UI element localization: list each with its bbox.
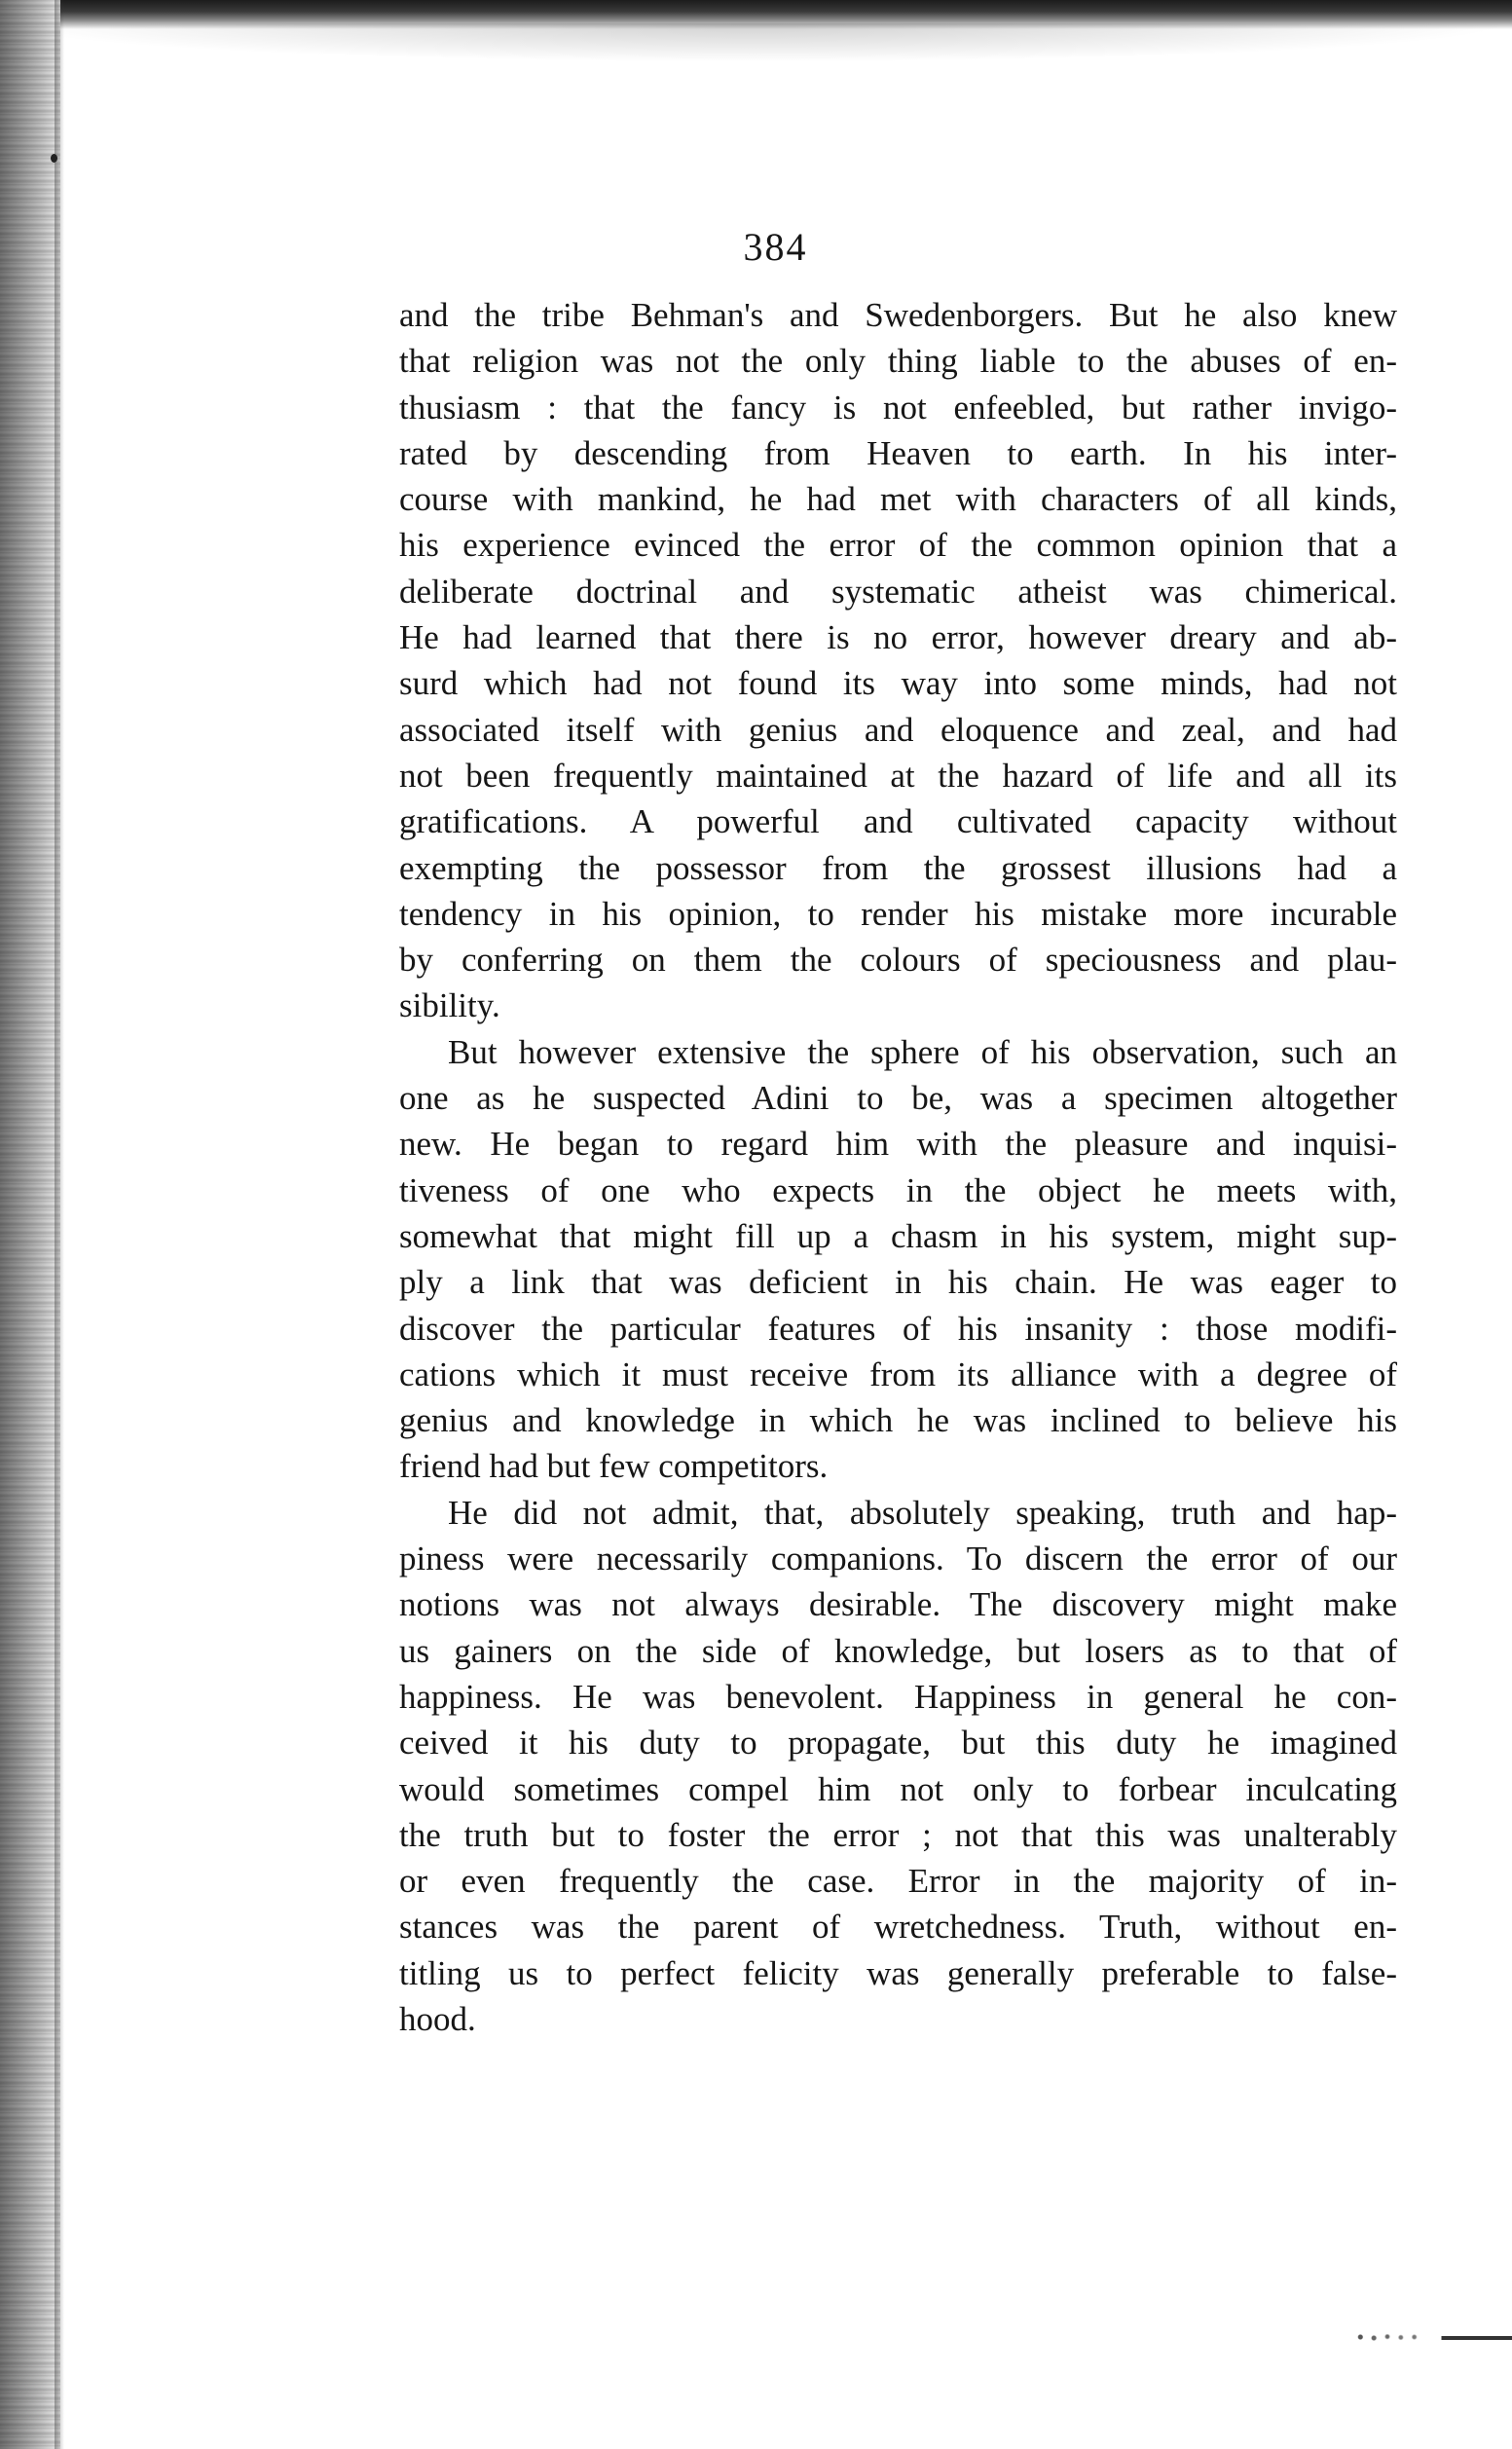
text-line: associated itself with genius and eloquence and zeal, and had	[399, 710, 1397, 749]
margin-ink-dot	[51, 154, 57, 163]
paragraph	[399, 292, 1397, 1029]
text-line: the truth but to foster the error ; not that this was unalterably	[399, 1815, 1397, 1854]
text-line: titling us to perfect felicity was generally preferable to false-	[399, 1953, 1397, 1992]
page-number: 384	[743, 225, 808, 269]
text-line: tendency in his opinion, to render his mistake more incurable	[399, 894, 1397, 933]
paragraph	[399, 1490, 1397, 2043]
text-line: one as he suspected Adini to be, was a specimen altogether	[399, 1079, 1397, 1118]
text-line: by conferring on them the colours of speciousness and plau-	[399, 941, 1397, 980]
book-spine-gutter	[0, 0, 60, 2449]
text-line: genius and knowledge in which he was inclined to believe his	[399, 1401, 1397, 1440]
text-line: deliberate doctrinal and systematic atheist was chimerical.	[399, 572, 1397, 611]
text-line: happiness. He was benevolent. Happiness in general he con-	[399, 1677, 1397, 1716]
text-line: tiveness of one who expects in the object he meets with,	[399, 1170, 1397, 1209]
text-line: discover the particular features of his insanity : those modifi-	[399, 1309, 1397, 1348]
text-line: course with mankind, he had met with characters of all kinds,	[399, 480, 1397, 519]
text-line: thusiasm : that the fancy is not enfeebled, but rather invigo-	[399, 388, 1397, 427]
text-line: friend had but few competitors.	[399, 1447, 829, 1486]
text-line: cations which it must receive from its alliance with a degree of	[399, 1354, 1397, 1393]
text-line: somewhat that might fill up a chasm in his system, might sup-	[399, 1216, 1397, 1255]
body-text	[399, 292, 1397, 2042]
text-line: would sometimes compel him not only to forbear inculcating	[399, 1769, 1397, 1808]
text-line: not been frequently maintained at the hazard of life and all its	[399, 756, 1397, 795]
text-line: rated by descending from Heaven to earth. In his inter-	[399, 433, 1397, 472]
text-line: or even frequently the case. Error in the majority of in-	[399, 1862, 1397, 1901]
text-line: But however extensive the sphere of his observation, such an	[448, 1032, 1397, 1071]
text-line: that religion was not the only thing liable to the abuses of en-	[399, 342, 1397, 381]
book-spine-edge	[55, 0, 64, 2449]
text-line: hood.	[399, 1999, 476, 2038]
text-line: stances was the parent of wretchedness. Truth, without en-	[399, 1908, 1397, 1947]
text-line: exempting the possessor from the grossest illusions had a	[399, 848, 1397, 887]
text-line: gratifications. A powerful and cultivated capacity without	[399, 802, 1397, 841]
paragraph	[399, 1029, 1397, 1490]
text-line: sibility.	[399, 986, 500, 1025]
text-line: ceived it his duty to propagate, but this duty he imagined	[399, 1724, 1397, 1763]
text-line: He had learned that there is no error, however dreary and ab-	[399, 618, 1397, 657]
text-line: surd which had not found its way into some minds, had not	[399, 664, 1397, 703]
text-line: He did not admit, that, absolutely speaking, truth and hap-	[448, 1493, 1397, 1532]
text-line: new. He began to regard him with the pleasure and inquisi-	[399, 1125, 1397, 1164]
text-line: piness were necessarily companions. To discern the error of our	[399, 1540, 1397, 1578]
text-line: us gainers on the side of knowledge, but losers as to that of	[399, 1631, 1397, 1670]
text-line: and the tribe Behman's and Swedenborgers. But he also knew	[399, 296, 1397, 334]
text-line: ply a link that was deficient in his chain. He was eager to	[399, 1263, 1397, 1302]
bottom-right-scan-mark	[1344, 2327, 1512, 2347]
text-line: his experience evinced the error of the common opinion that a	[399, 526, 1397, 565]
text-line: notions was not always desirable. The discovery might make	[399, 1585, 1397, 1624]
scan-top-shadow	[0, 23, 1512, 62]
